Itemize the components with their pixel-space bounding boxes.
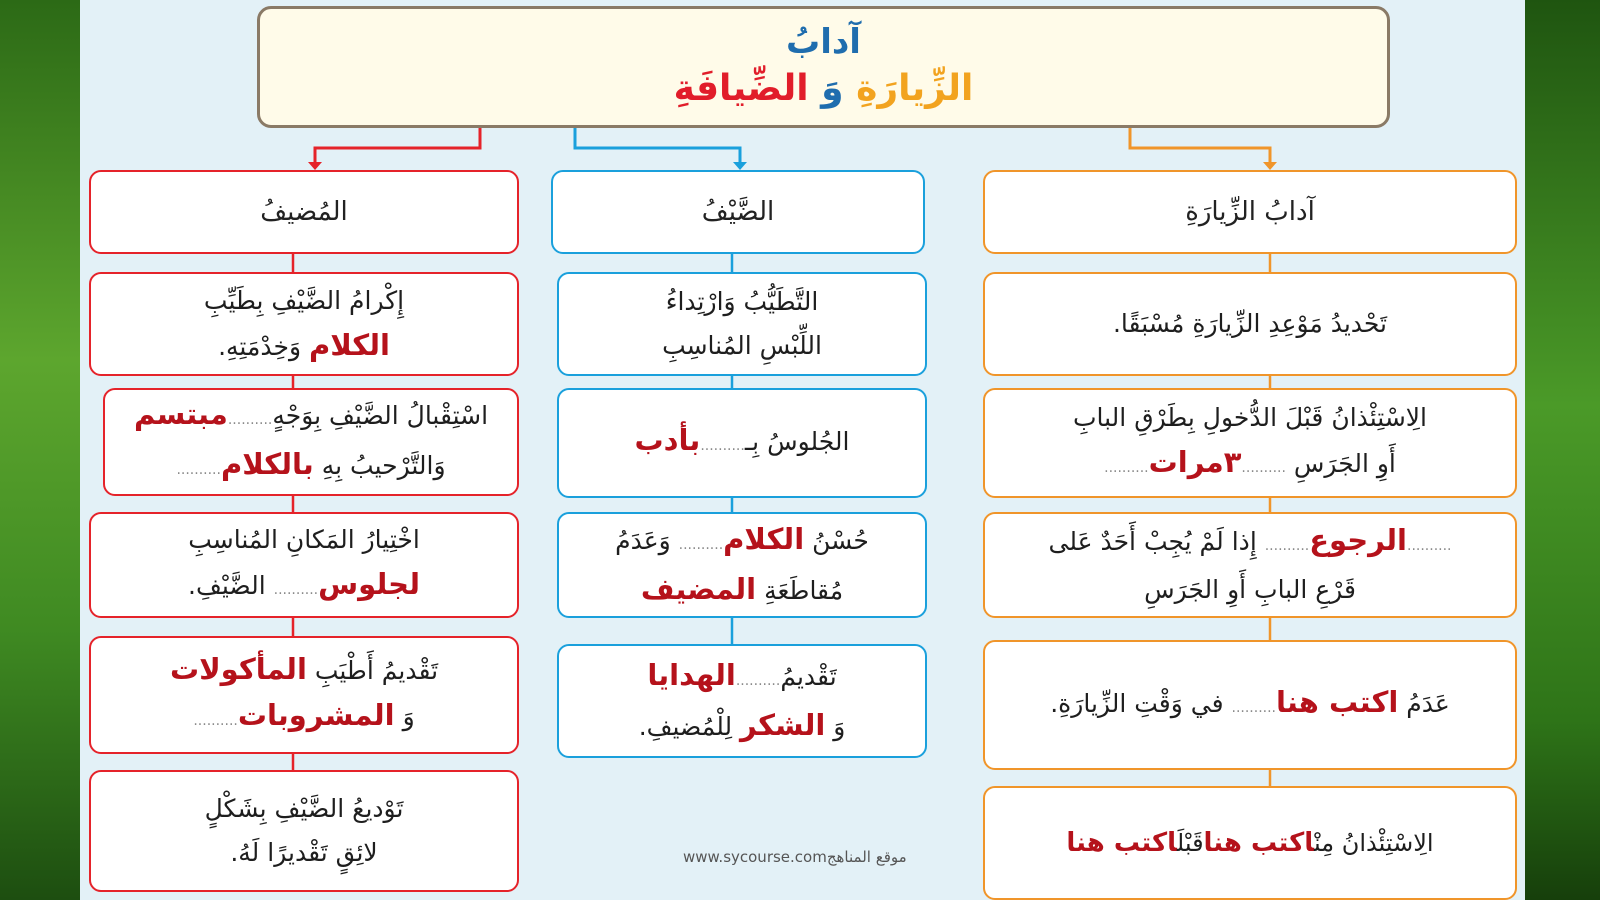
answer-write-here: اكتب هنا xyxy=(1276,685,1399,719)
host-item-1: إِكْرامُ الضَّيْفِ بِطَيِّبِ الكلام وَخِدْمَتِهِ. xyxy=(89,272,519,376)
diagram-title xyxy=(257,6,1390,128)
host-item-3: اخْتِيارُ المَكانِ المُناسِبِ لجلوس.......... الضَّيْفِ. xyxy=(89,512,519,618)
title-line2: الزِّيارَةِ وَ الضِّيافَةِ xyxy=(673,68,974,109)
watermark: www.sycourse.comموقع المناهج xyxy=(683,848,907,866)
visit-item-4: عَدَمُ اكتب هنا.......... في وَقْتِ الزِّيارَةِ. xyxy=(983,640,1517,770)
connector-middle xyxy=(575,128,740,165)
visit-item-5: الِاسْتِئْذانُ مِنْاكتب هناقَبْلَاكتب هنا xyxy=(983,786,1517,900)
title-line1: آدابُ xyxy=(786,22,861,62)
answer-3-times: ٣مرات xyxy=(1148,445,1242,479)
answer-politely: بأدب xyxy=(634,423,701,457)
connector-right xyxy=(1130,128,1270,165)
visit-item-3: ..........الرجوع.......... إِذا لَمْ يُجِبْ أَحَدٌ عَلى قَرْعِ البابِ أَوِ الجَرَسِ xyxy=(983,512,1517,618)
guest-item-3: حُسْنُ الكلام.......... وَعَدَمُ مُقاطَعَةِ المضيف xyxy=(557,512,927,618)
header-visit-etiquette: آدابُ الزِّيارَةِ xyxy=(983,170,1517,254)
guest-item-2: الجُلوسُ بِـ..........بأدب xyxy=(557,388,927,498)
answer-return: الرجوع xyxy=(1309,523,1407,557)
host-item-2: اسْتِقْبالُ الضَّيْفِ بِوَجْهٍ..........مبتسم وَالتَّرْحيبُ بِهِ بالكلام.......... xyxy=(103,388,519,496)
header-guest: الضَّيْفُ xyxy=(551,170,925,254)
host-item-5: تَوْديعُ الضَّيْفِ بِشَكْلٍ لائِقٍ تَقْديرًا لَهُ. xyxy=(89,770,519,892)
guest-item-1: التَّطَيُّبُ وَارْتِداءُ اللِّبْسِ المُناسِبِ xyxy=(557,272,927,376)
visit-item-2: الِاسْتِئْذانُ قَبْلَ الدُّخولِ بِطَرْقِ البابِ أَوِ الجَرَسِ ..........٣مرات.......... xyxy=(983,388,1517,498)
connector-left xyxy=(315,128,480,165)
host-item-4: تَقْديمُ أَطْيَبِ المأكولات وَ المشروبات.......... xyxy=(89,636,519,754)
header-host: المُضيفُ xyxy=(89,170,519,254)
guest-item-4: تَقْديمُ..........الهدايا وَ الشكر لِلْمُضيفِ. xyxy=(557,644,927,758)
visit-item-1: تَحْديدُ مَوْعِدِ الزِّيارَةِ مُسْبَقًا. xyxy=(983,272,1517,376)
